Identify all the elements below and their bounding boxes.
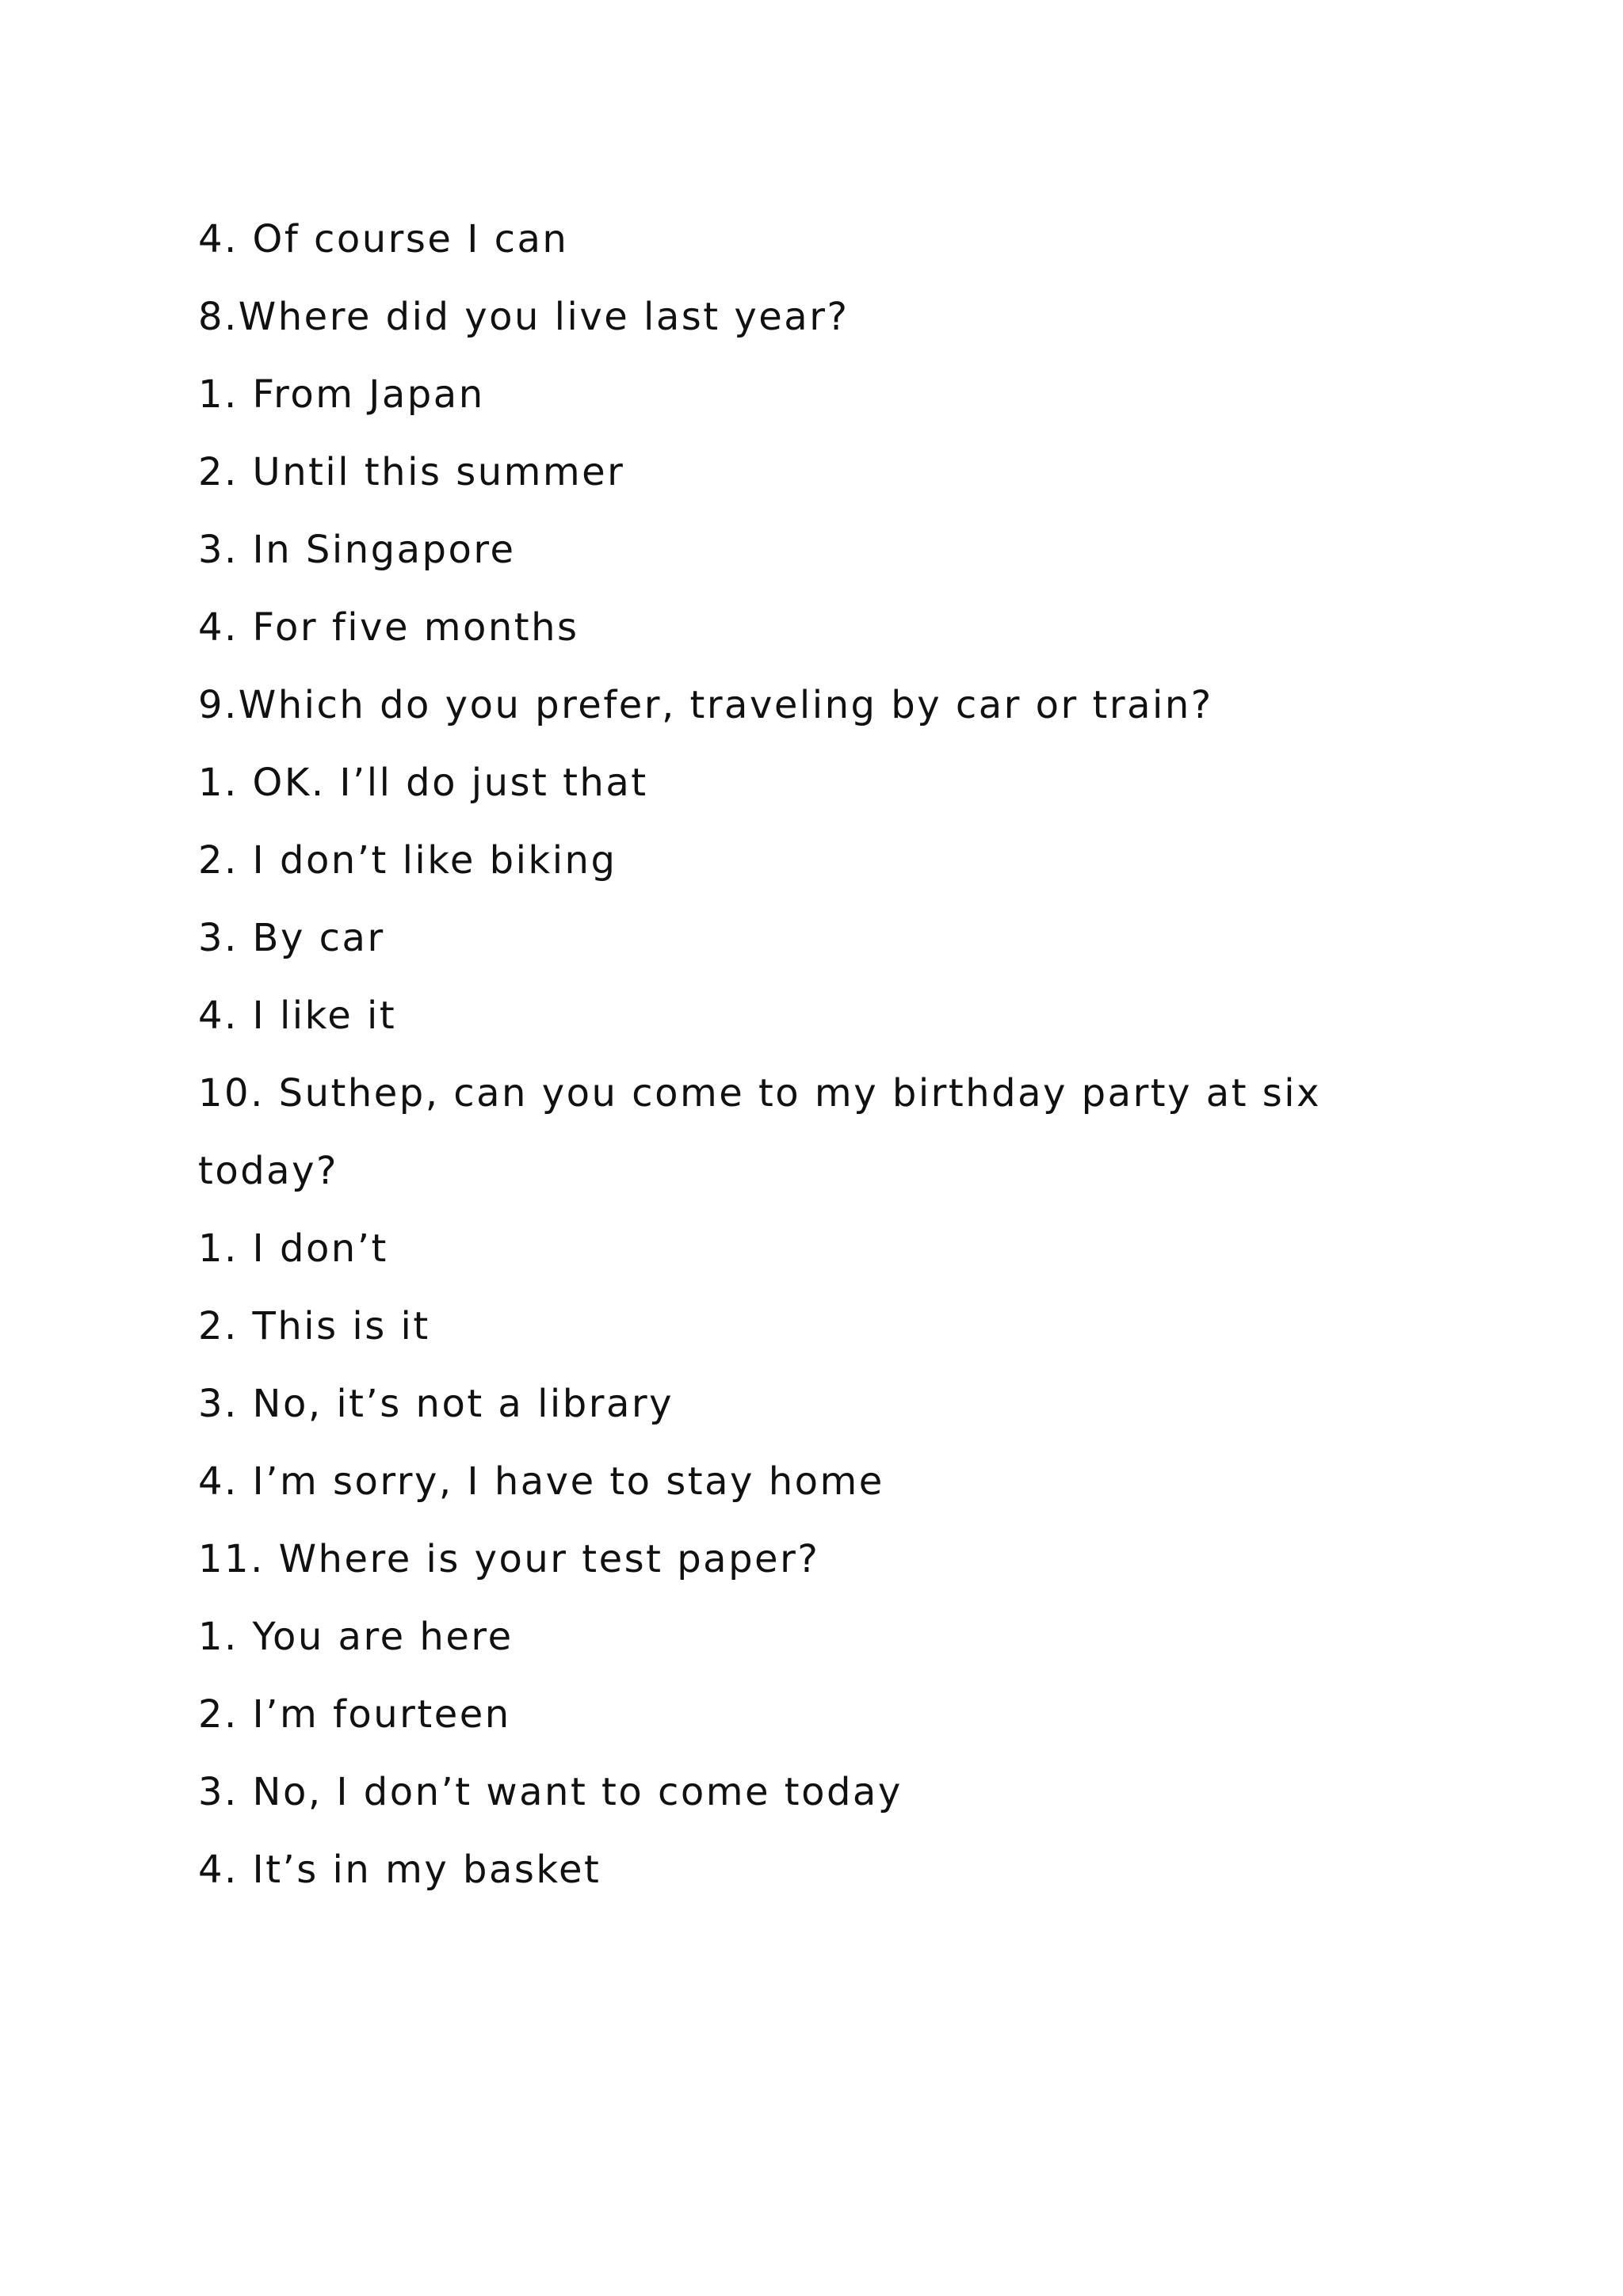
answer-option: 3. No, I don’t want to come today	[198, 1770, 903, 1814]
answer-option: 1. OK. I’ll do just that	[198, 761, 648, 805]
document-page	[198, 217, 1426, 1892]
answer-option: 4. For five months	[198, 605, 579, 650]
answer-option: 1. You are here	[198, 1615, 514, 1659]
answer-option: 4. I’m sorry, I have to stay home	[198, 1459, 884, 1504]
answer-option: 4. Of course I can	[198, 217, 569, 261]
question-9: 9.Which do you prefer, traveling by car or train?	[198, 683, 1213, 727]
answer-option: 1. I don’t	[198, 1226, 388, 1271]
answer-option: 2. I’m fourteen	[198, 1692, 511, 1737]
question-11: 11. Where is your test paper?	[198, 1537, 820, 1581]
answer-option: 2. This is it	[198, 1304, 430, 1348]
answer-option: 3. No, it’s not a library	[198, 1382, 674, 1426]
question-8: 8.Where did you live last year?	[198, 295, 850, 339]
question-10-continued: today?	[198, 1149, 338, 1193]
answer-option: 3. In Singapore	[198, 528, 516, 572]
answer-option: 1. From Japan	[198, 372, 485, 417]
answer-option: 2. I don’t like biking	[198, 838, 617, 883]
answer-option: 4. I like it	[198, 994, 397, 1038]
answer-option: 2. Until this summer	[198, 450, 625, 494]
answer-option: 4. It’s in my basket	[198, 1848, 601, 1892]
answer-option: 3. By car	[198, 916, 385, 960]
question-10: 10. Suthep, can you come to my birthday party at six	[198, 1071, 1322, 1116]
